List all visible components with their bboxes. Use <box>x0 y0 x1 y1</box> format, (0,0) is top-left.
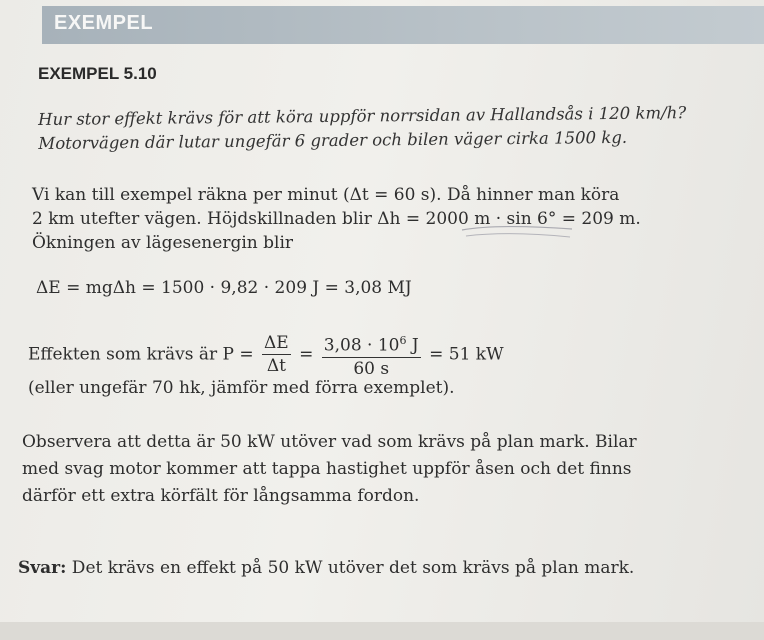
power-formula-line <box>28 330 504 380</box>
solution-line-2: 2 km utefter vägen. Höjdskillnaden blir Δh = 2000 m · sin 6° = 209 m. <box>32 209 641 229</box>
fraction2-numerator-unit: J <box>406 335 419 356</box>
observation-line-2: med svag motor kommer att tappa hastighet uppför åsen och det finns <box>22 459 632 479</box>
solution-line-3: Ökningen av lägesenergin blir <box>32 233 294 253</box>
fraction2-numerator-exponent: 6 <box>399 334 407 347</box>
solution-line-1: Vi kan till exempel räkna per minut (Δt = 60 s). Då hinner man köra <box>32 185 620 205</box>
solution-paragraph <box>32 183 641 255</box>
fraction2-numerator-base: 3,08 · 10 <box>323 335 400 356</box>
section-header-label: EXEMPEL <box>54 12 154 34</box>
question-line-1: Hur stor effekt krävs för att köra uppför norrsidan av Hallandsås i 120 km/h? <box>38 103 687 129</box>
power-result: = 51 kW <box>429 344 504 365</box>
page-bottom-edge <box>0 622 764 640</box>
fraction-numeric <box>322 330 421 380</box>
example-question <box>38 101 738 156</box>
section-header-band <box>42 6 764 44</box>
answer-label: Svar: <box>18 558 67 578</box>
question-line-2: Motorvägen där lutar ungefär 6 grader och bilen väger cirka 1500 kg. <box>38 127 628 153</box>
observation-line-3: därför ett extra körfält för långsamma fordon. <box>22 486 420 506</box>
equals-sign: = <box>299 344 314 365</box>
fraction1-denominator: Δt <box>266 356 286 377</box>
power-prefix: Effekten som krävs är P = <box>28 344 254 365</box>
fraction1-numerator: ΔE <box>264 333 289 354</box>
pencil-underline-mark <box>460 222 575 242</box>
answer-line <box>18 556 634 580</box>
power-note: (eller ungefär 70 hk, jämför med förra exemplet). <box>28 378 455 398</box>
energy-formula: ΔE = mgΔh = 1500 · 9,82 · 209 J = 3,08 MJ <box>36 278 412 298</box>
fraction2-numerator <box>322 330 421 358</box>
fraction-energy-over-time <box>262 332 291 377</box>
observation-line-1: Observera att detta är 50 kW utöver vad som krävs på plan mark. Bilar <box>22 432 637 452</box>
observation-paragraph <box>22 429 637 510</box>
example-title: EXEMPEL 5.10 <box>38 64 157 83</box>
answer-text: Det krävs en effekt på 50 kW utöver det som krävs på plan mark. <box>66 558 635 578</box>
fraction2-denominator: 60 s <box>353 358 390 379</box>
